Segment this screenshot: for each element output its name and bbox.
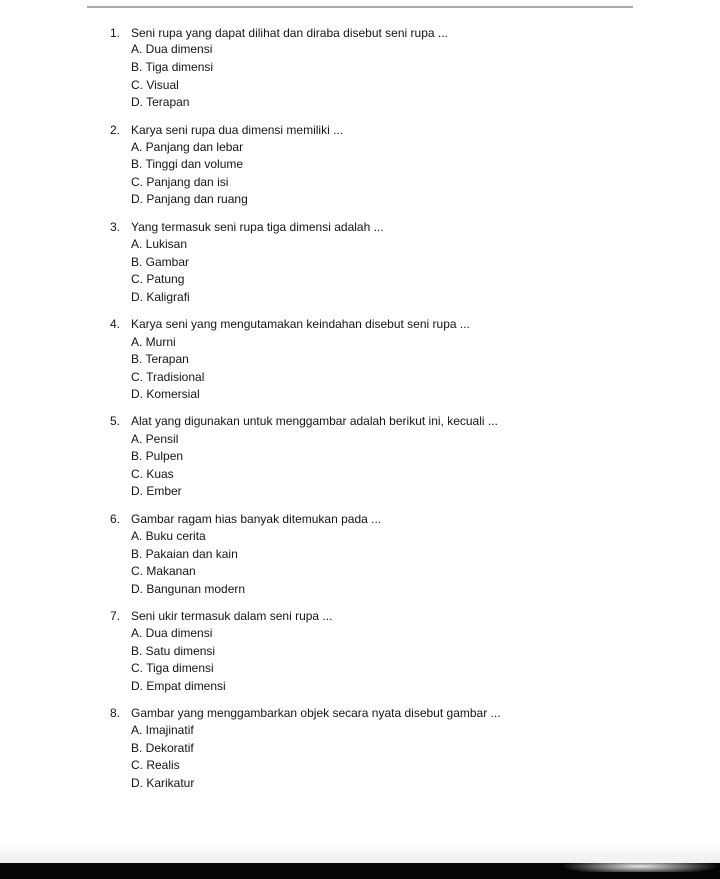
- question-text: Gambar yang menggambarkan objek secara nyata disebut gambar ...: [131, 706, 501, 720]
- question-text: Yang termasuk seni rupa tiga dimensi adalah ...: [131, 220, 384, 234]
- option-b: B. Tinggi dan volume: [131, 157, 244, 171]
- option-b: B. Tiga dimensi: [131, 60, 214, 74]
- option-a: A. Dua dimensi: [131, 42, 213, 56]
- option-a: A. Dua dimensi: [131, 626, 213, 640]
- option-b: B. Pulpen: [131, 449, 184, 463]
- option-b: B. Satu dimensi: [131, 644, 216, 658]
- option-c: C. Patung: [131, 272, 185, 286]
- question-number: 8.: [110, 706, 121, 720]
- question-text: Karya seni yang mengutamakan keindahan disebut seni rupa ...: [131, 317, 470, 331]
- question-number: 1.: [110, 26, 121, 40]
- question-text: Karya seni rupa dua dimensi memiliki ...: [131, 123, 344, 137]
- bottom-glare: [560, 858, 720, 872]
- question-number: 4.: [110, 317, 121, 331]
- option-d: D. Ember: [131, 484, 182, 498]
- option-a: A. Lukisan: [131, 237, 188, 251]
- option-d: D. Komersial: [131, 387, 200, 401]
- question-text: Gambar ragam hias banyak ditemukan pada ...: [131, 512, 382, 526]
- option-a: A. Murni: [131, 335, 176, 349]
- option-c: C. Panjang dan isi: [131, 175, 229, 189]
- question-number: 6.: [110, 512, 121, 526]
- option-b: B. Gambar: [131, 255, 190, 269]
- option-b: B. Dekoratif: [131, 741, 194, 755]
- option-d: D. Empat dimensi: [131, 679, 226, 693]
- option-b: B. Terapan: [131, 352, 189, 366]
- option-c: C. Kuas: [131, 467, 174, 481]
- option-c: C. Realis: [131, 758, 180, 772]
- option-d: D. Terapan: [131, 95, 190, 109]
- option-a: A. Pensil: [131, 432, 179, 446]
- question-text: Seni ukir termasuk dalam seni rupa ...: [131, 609, 333, 623]
- top-divider: [87, 6, 633, 8]
- question-number: 5.: [110, 414, 121, 428]
- option-d: D. Panjang dan ruang: [131, 192, 248, 206]
- option-a: A. Panjang dan lebar: [131, 140, 244, 154]
- option-d: D. Kaligrafi: [131, 290, 190, 304]
- option-c: C. Visual: [131, 78, 179, 92]
- question-number: 3.: [110, 220, 121, 234]
- option-c: C. Makanan: [131, 564, 196, 578]
- question-text: Seni rupa yang dapat dilihat dan diraba disebut seni rupa ...: [131, 26, 448, 40]
- option-c: C. Tiga dimensi: [131, 661, 214, 675]
- option-c: C. Tradisional: [131, 370, 205, 384]
- question-number: 2.: [110, 123, 121, 137]
- option-a: A. Buku cerita: [131, 529, 206, 543]
- question-number: 7.: [110, 609, 121, 623]
- option-a: A. Imajinatif: [131, 723, 194, 737]
- option-d: D. Karikatur: [131, 776, 195, 790]
- option-d: D. Bangunan modern: [131, 582, 246, 596]
- question-text: Alat yang digunakan untuk menggambar adalah berikut ini, kecuali ...: [131, 414, 498, 428]
- option-b: B. Pakaian dan kain: [131, 547, 238, 561]
